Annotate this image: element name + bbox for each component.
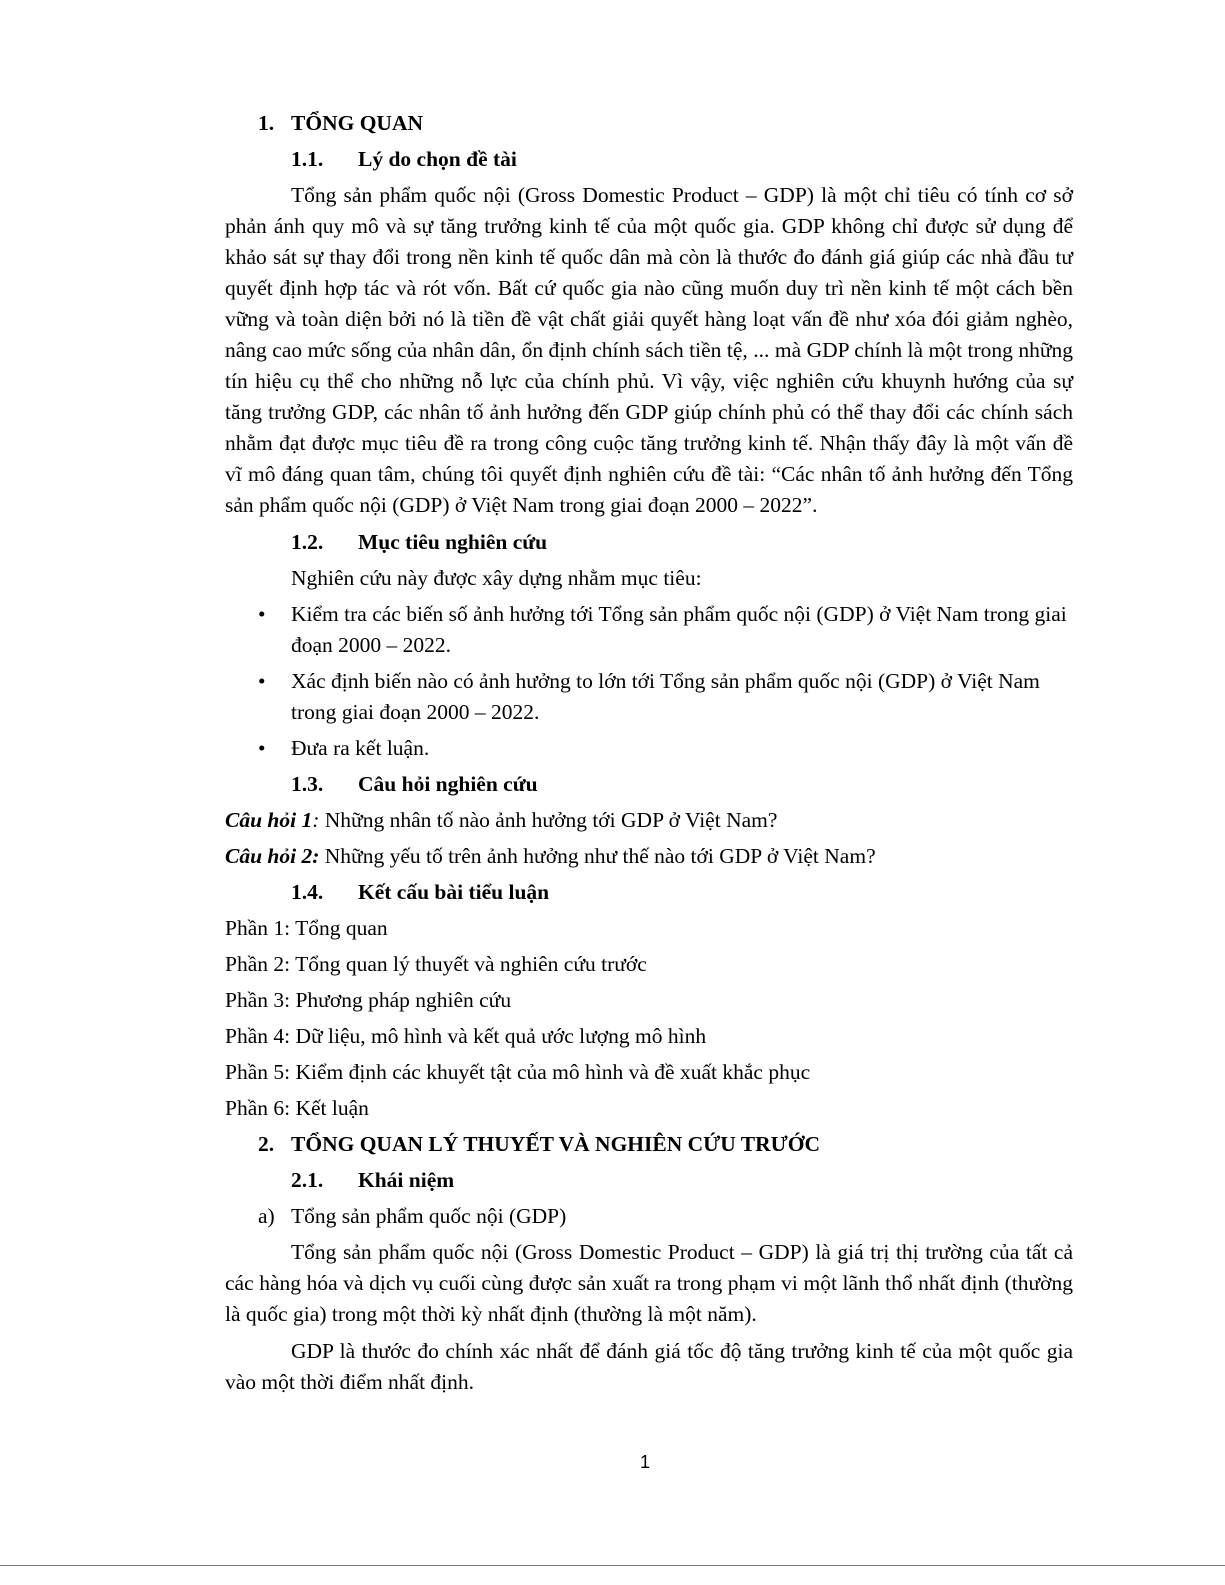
page-divider xyxy=(0,1565,1225,1566)
subsection-1-3-heading xyxy=(225,769,1073,800)
question-label: Câu hỏi 2: xyxy=(225,844,320,868)
list-item-text: Kiểm tra các biến số ảnh hưởng tới Tổng sản phẩm quốc nội (GDP) ở Việt Nam trong giai đoạn 2000 – 2022. xyxy=(291,602,1067,657)
subsection-1-1-heading xyxy=(225,144,1073,175)
list-item-text: Xác định biến nào có ảnh hưởng to lớn tới Tổng sản phẩm quốc nội (GDP) ở Việt Nam trong giai đoạn 2000 – 2022. xyxy=(291,669,1040,724)
subsection-title: Câu hỏi nghiên cứu xyxy=(358,772,538,796)
bullet-icon: • xyxy=(258,669,266,693)
subsection-number: 1.4. xyxy=(291,880,324,904)
subsection-1-2-heading xyxy=(225,527,1073,558)
list-item: Phần 5: Kiểm định các khuyết tật của mô hình và đề xuất khắc phục xyxy=(225,1060,811,1084)
subsection-title: Khái niệm xyxy=(358,1168,455,1192)
list-item xyxy=(225,666,1073,728)
question-text: Những yếu tố trên ảnh hưởng như thế nào tới GDP ở Việt Nam? xyxy=(319,844,876,868)
paragraph-gdp-definition: Tổng sản phẩm quốc nội (Gross Domestic Product – GDP) là giá trị thị trường của tất cả các hàng hóa và dịch vụ cuối cùng được sản xuất ra trong phạm vi một lãnh thổ nhất định (thường là quốc gia) trong một thời kỳ nhất định (thường là một năm). xyxy=(225,1240,1073,1326)
structure-list xyxy=(225,913,1073,1124)
subsection-title: Mục tiêu nghiên cứu xyxy=(358,530,548,554)
question-2 xyxy=(225,841,1073,872)
subsection-number: 2.1. xyxy=(291,1168,324,1192)
paragraph-gdp-measure: GDP là thước đo chính xác nhất để đánh giá tốc độ tăng trưởng kinh tế của một quốc gia vào một thời điểm nhất định. xyxy=(225,1339,1073,1394)
question-colon: : xyxy=(312,808,320,832)
list-item: Phần 4: Dữ liệu, mô hình và kết quả ước lượng mô hình xyxy=(225,1024,707,1048)
objectives-list xyxy=(225,599,1073,764)
subsection-number: 1.3. xyxy=(291,772,324,796)
item-text: Tổng sản phẩm quốc nội (GDP) xyxy=(291,1204,567,1228)
subsection-title: Kết cấu bài tiểu luận xyxy=(358,880,550,904)
list-item: Phần 2: Tổng quan lý thuyết và nghiên cứu trước xyxy=(225,952,647,976)
section-title: TỔNG QUAN xyxy=(291,111,423,135)
list-item: Phần 1: Tổng quan xyxy=(225,916,388,940)
section-2-heading xyxy=(225,1129,1073,1160)
list-item xyxy=(225,599,1073,661)
list-item-text: Đưa ra kết luận. xyxy=(291,736,430,760)
question-label: Câu hỏi 1 xyxy=(225,808,313,832)
page-content xyxy=(225,108,1073,1404)
item-a xyxy=(225,1201,1073,1232)
subsection-2-1-heading xyxy=(225,1165,1073,1196)
section-1-heading xyxy=(225,108,1073,139)
subsection-1-4-heading xyxy=(225,877,1073,908)
bullet-icon: • xyxy=(258,602,266,626)
item-label: a) xyxy=(258,1204,275,1228)
page-number: 1 xyxy=(639,1452,650,1472)
list-item: Phần 6: Kết luận xyxy=(225,1096,369,1120)
list-item: Phần 3: Phương pháp nghiên cứu xyxy=(225,988,512,1012)
subsection-number: 1.1. xyxy=(291,147,324,171)
bullet-icon: • xyxy=(258,736,266,760)
section-number: 1. xyxy=(258,111,275,135)
subsection-title: Lý do chọn đề tài xyxy=(358,147,517,171)
paragraph-reason: Tổng sản phẩm quốc nội (Gross Domestic Product – GDP) là một chỉ tiêu có tính cơ sở phản ánh quy mô và sự tăng trưởng kinh tế của một quốc gia. GDP không chỉ được sử dụng để khảo sát sự thay đổi trong nền kinh tế quốc dân mà còn là thước đo đánh giá giúp các nhà đầu tư quyết định hợp tác và rót vốn. Bất cứ quốc gia nào cũng muốn duy trì nền kinh tế một cách bền vững và toàn diện bởi nó là tiền đề vật chất giải quyết hàng loạt vấn đề như xóa đói giảm nghèo, nâng cao mức sống của nhân dân, ổn định chính sách tiền tệ, ... mà GDP chính là một trong những tín hiệu cụ thể cho những nỗ lực của chính phủ. Vì vậy, việc nghiên cứu khuynh hướng của sự tăng trưởng GDP, các nhân tố ảnh hưởng đến GDP giúp chính phủ có thể thay đổi các chính sách nhằm đạt được mục tiêu đề ra trong công cuộc tăng trưởng kinh tế. Nhận thấy đây là một vấn đề vĩ mô đáng quan tâm, chúng tôi quyết định nghiên cứu đề tài: “Các nhân tố ảnh hưởng đến Tổng sản phẩm quốc nội (GDP) ở Việt Nam trong giai đoạn 2000 – 2022”. xyxy=(225,183,1073,517)
section-number: 2. xyxy=(258,1132,275,1156)
question-text: Những nhân tố nào ảnh hưởng tới GDP ở Việt Nam? xyxy=(319,808,778,832)
objectives-intro: Nghiên cứu này được xây dựng nhằm mục tiêu: xyxy=(291,566,702,590)
question-1 xyxy=(225,805,1073,836)
section-title: TỔNG QUAN LÝ THUYẾT VÀ NGHIÊN CỨU TRƯỚC xyxy=(291,1132,821,1156)
subsection-number: 1.2. xyxy=(291,530,324,554)
list-item xyxy=(225,733,1073,764)
